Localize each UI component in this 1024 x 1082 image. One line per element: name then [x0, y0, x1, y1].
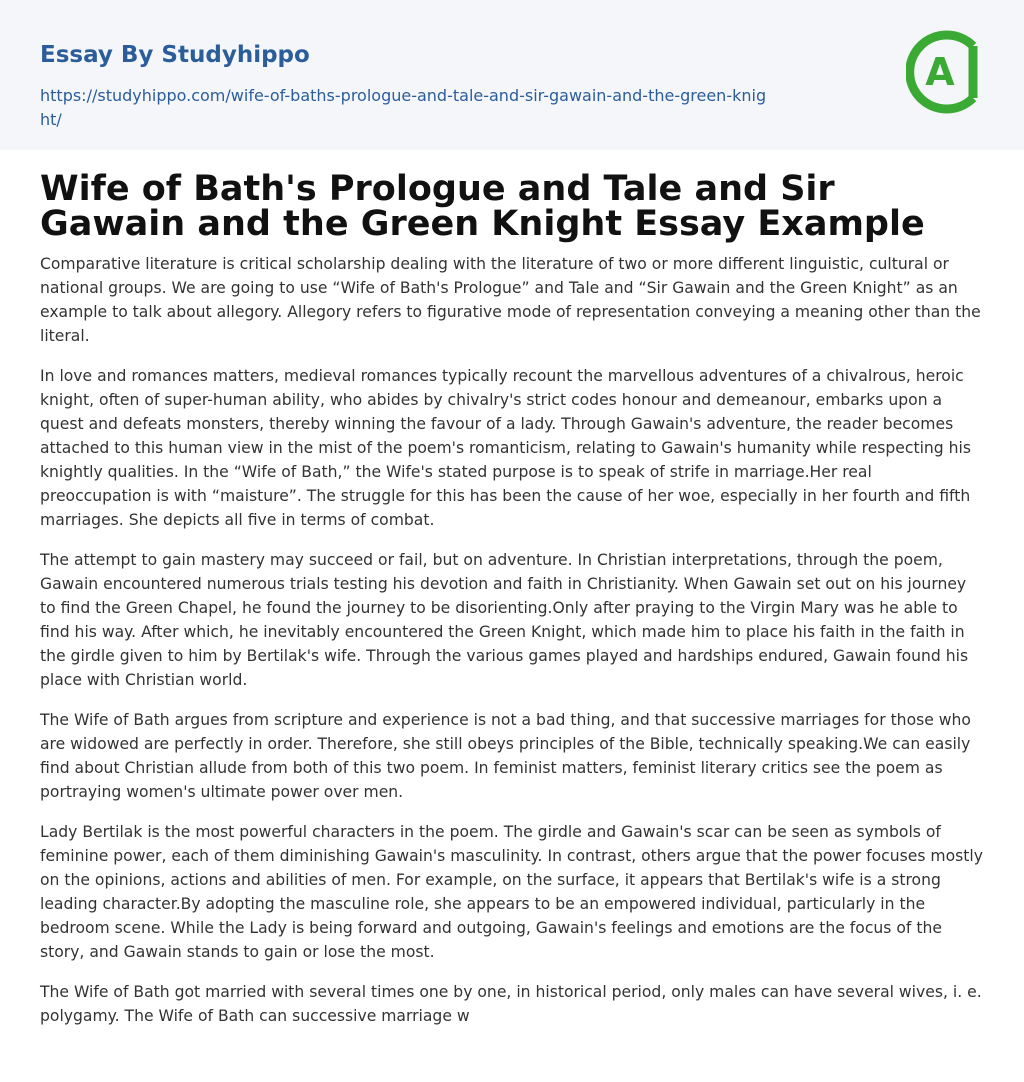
site-header: [0, 0, 1024, 150]
article: [0, 169, 1024, 1028]
paragraph: In love and romances matters, medieval romances typically recount the marvellous adventures of a chivalrous, heroic knight, often of super-human ability, who abides by chivalry's strict codes honour and demeanour, embarks upon a quest and defeats monsters, thereby winning the favour of a lady. Through Gawain's adventure, the reader becomes attached to this human view in the mist of the poem's romanticism, relating to Gawain's humanity while respecting his knightly qualities. In the “Wife of Bath,” the Wife's stated purpose is to speak of strife in marriage.Her real preoccupation is with “maisture”. The struggle for this has been the cause of her woe, especially in her fourth and fifth marriages. She depicts all five in terms of combat.: [40, 367, 972, 529]
logo-letter: A: [925, 50, 955, 94]
essay-title: Wife of Bath's Prologue and Tale and Sir Gawain and the Green Knight Essay Example: [40, 169, 925, 244]
paragraph: Comparative literature is critical scholarship dealing with the literature of two or more different linguistic, cultural or national groups. We are going to use “Wife of Bath's Prologue” and Tale and “Sir Gawain and the Green Knight” as an example to talk about allegory. Allegory refers to figurative mode of representation conveying a meaning other than the literal.: [40, 255, 981, 345]
paragraph: The attempt to gain mastery may succeed or fail, but on adventure. In Christian interpretations, through the poem, Gawain encountered numerous trials testing his devotion and faith in Christianity. When Gawain set out on his journey to find the Green Chapel, he found the journey to be disorienting.Only after praying to the Virgin Mary was he able to find his way. After which, he inevitably encountered the Green Knight, which made him to place his faith in the faith in the girdle given to him by Bertilak's wife. Through the various games played and hardships endured, Gawain found his place with Christian world.: [40, 551, 969, 689]
studyhippo-logo-icon[interactable]: [906, 28, 988, 116]
paragraph: The Wife of Bath argues from scripture and experience is not a bad thing, and that successive marriages for those who are widowed are perfectly in order. Therefore, she still obeys principles of the Bible, technically speaking.We can easily find about Christian allude from both of this two poem. In feminist matters, feminist literary critics see the poem as portraying women's ultimate power over men.: [40, 711, 971, 801]
paragraph: Lady Bertilak is the most powerful characters in the poem. The girdle and Gawain's scar can be seen as symbols of feminine power, each of them diminishing Gawain's masculinity. In contrast, others argue that the power focuses mostly on the opinions, actions and abilities of men. For example, on the surface, it appears that Bertilak's wife is a strong leading character.By adopting the masculine role, she appears to be an empowered individual, particularly in the bedroom scene. While the Lady is being forward and outgoing, Gawain's feelings and emotions are the focus of the story, and Gawain stands to gain or lose the most.: [40, 823, 983, 961]
brand-title[interactable]: Essay By Studyhippo: [40, 42, 310, 68]
paragraph: The Wife of Bath got married with several times one by one, in historical period, only males can have several wives, i. e. polygamy. The Wife of Bath can successive marriage w: [40, 983, 982, 1025]
essay-url-link[interactable]: https://studyhippo.com/wife-of-baths-prologue-and-tale-and-sir-gawain-and-the-green-knight/: [40, 86, 767, 129]
